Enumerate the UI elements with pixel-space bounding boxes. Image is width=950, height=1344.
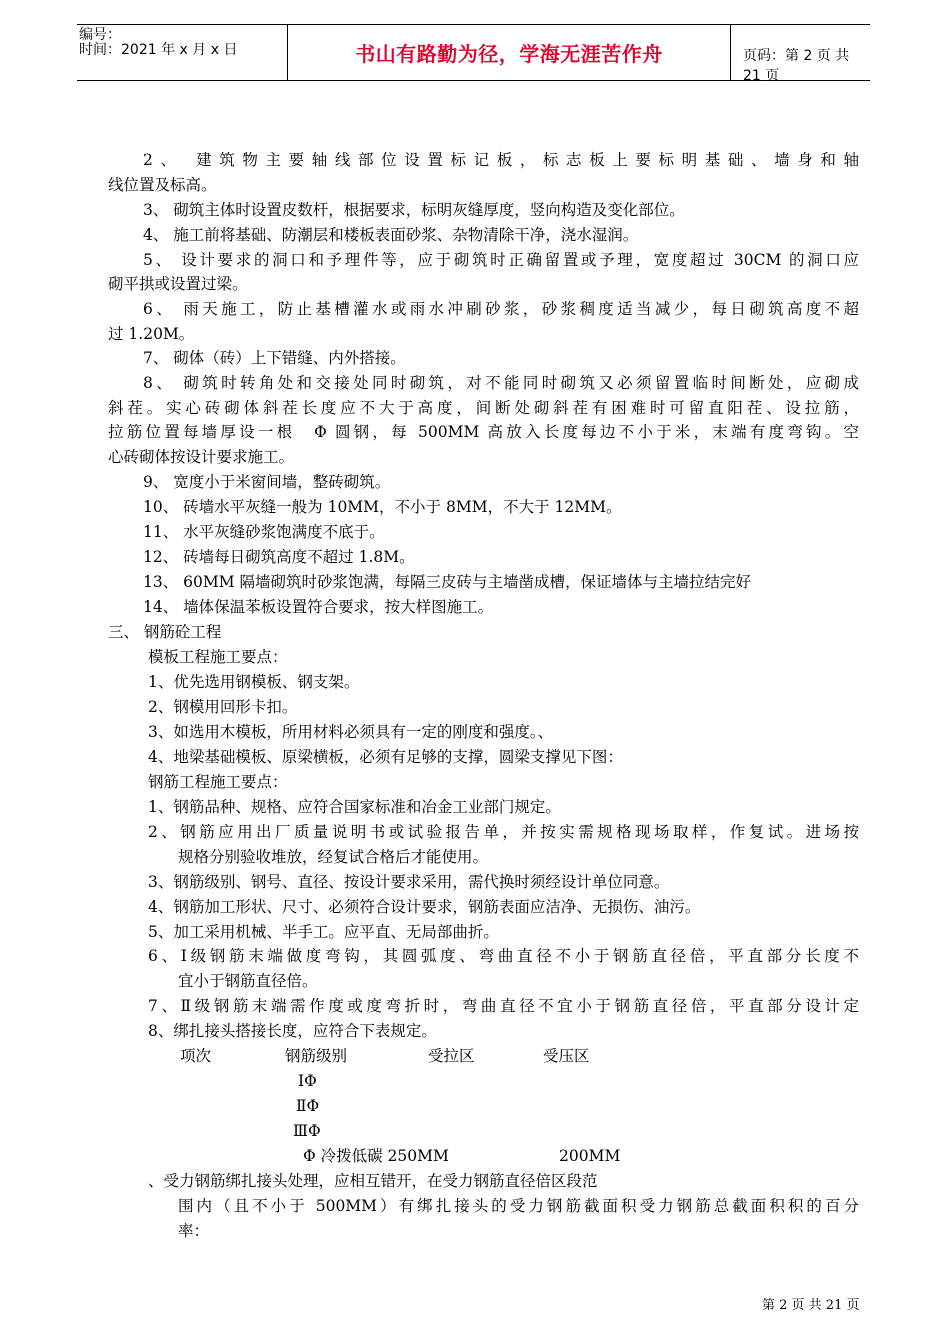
document-time-label: 时间：2021 年 x 月 x 日 xyxy=(79,42,238,58)
header-info-cell xyxy=(77,25,287,80)
body-line: 5、 设计要求的洞口和予理件等，应于砌筑时正确留置或予理，宽度超过 30CM 的洞口应 xyxy=(143,251,859,269)
body-line: 、受力钢筋绑扎接头处理，应相互错开，在受力钢筋直径倍区段范 xyxy=(148,1172,598,1190)
body-line: 5、加工采用机械、半手工。应平直、无局部曲折。 xyxy=(148,923,499,941)
table-row-compression: 200MM xyxy=(559,1147,621,1165)
body-line: 1、钢筋品种、规格、应符合国家标准和冶金工业部门规定。 xyxy=(148,798,561,816)
body-line: 2、钢模用回形卡扣。 xyxy=(148,698,298,716)
body-line: 1、优先选用钢模板、钢支架。 xyxy=(148,673,360,691)
body-line: 3、如选用木模板，所用材料必须具有一定的刚度和强度。、 xyxy=(148,723,554,741)
body-line: 围内（且不小于 500MM）有绑扎接头的受力钢筋截面积受力钢筋总截面积积的百分 xyxy=(178,1197,859,1215)
section-heading: 三、 钢筋砼工程 xyxy=(108,623,222,641)
body-line: 2、钢筋应用出厂质量说明书或试验报告单，并按实需规格现场取样，作复试。进场按 xyxy=(148,823,859,841)
header-page-cell xyxy=(731,25,870,84)
body-line: 宜小于钢筋直径倍。 xyxy=(178,972,318,990)
document-number-label: 编号： xyxy=(79,27,121,43)
body-line: 规格分别验收堆放，经复试合格后才能使用。 xyxy=(178,848,489,866)
body-line: 线位置及标高。 xyxy=(108,176,217,194)
body-line: 14、 墙体保温苯板设置符合要求，按大样图施工。 xyxy=(143,598,494,616)
body-line: 3、 砌筑主体时设置皮数杆，根据要求，标明灰缝厚度，竖向构造及变化部位。 xyxy=(143,201,685,219)
header-page-number: 页码：第 2 页 共 21 页 xyxy=(743,48,850,84)
page-footer: 第 2 页 共 21 页 xyxy=(762,1298,860,1313)
table-row-grade: ⅡΦ xyxy=(296,1097,320,1115)
body-line: 7、 砌体（砖）上下错缝、内外搭接。 xyxy=(143,349,406,367)
body-line: 3、钢筋级别、钢号、直径、按设计要求采用，需代换时须经设计单位同意。 xyxy=(148,873,670,891)
body-line: 斜茬。实心砖砌体斜茬长度应不大于高度，间断处砌斜茬有困难时可留直阳茬、设拉筋， xyxy=(108,399,859,417)
header-motto: 书山有路勤为径，学海无涯苦作舟 xyxy=(355,42,663,66)
table-header-compression: 受压区 xyxy=(543,1047,590,1065)
body-line: 心砖砌体按设计要求施工。 xyxy=(108,448,295,466)
header-motto-cell xyxy=(287,25,731,80)
body-line: 砌平拱或设置过梁。 xyxy=(108,275,248,293)
body-line: 率： xyxy=(178,1222,210,1240)
body-line: 4、 施工前将基础、防潮层和楼板表面砂浆、杂物清除干净，浇水湿润。 xyxy=(143,226,639,244)
page-header xyxy=(77,24,870,84)
table-row-grade: Φ 冷拨低碳 250MM xyxy=(303,1147,449,1165)
body-line: 8、 砌筑时转角处和交接处同时砌筑，对不能同时砌筑又必须留置临时间断处，应砌成 xyxy=(143,374,859,392)
table-header-tension: 受拉区 xyxy=(428,1047,475,1065)
body-line: 4、钢筋加工形状、尺寸、必须符合设计要求，钢筋表面应洁净、无损伤、油污。 xyxy=(148,898,701,916)
body-line: 8、绑扎接头搭接长度，应符合下表规定。 xyxy=(148,1022,437,1040)
body-line: 6、Ⅰ级钢筋末端做度弯钩，其圆弧度、弯曲直径不小于钢筋直径倍，平直部分长度不 xyxy=(148,947,859,965)
body-line: 拉筋位置每墙厚设一根 Φ 圆钢，每 500MM 高放入长度每边不小于米，末端有度弯钩。空 xyxy=(108,423,859,441)
table-row-grade: ⅠΦ xyxy=(298,1072,317,1090)
body-line: 6、 雨天施工，防止基槽灌水或雨水冲刷砂浆，砂浆稠度适当减少，每日砌筑高度不超 xyxy=(143,300,859,318)
table-row-grade: ⅢΦ xyxy=(293,1122,321,1140)
body-line: 10、 砖墙水平灰缝一般为 10MM，不小于 8MM，不大于 12MM。 xyxy=(143,498,622,516)
table-header-item: 项次 xyxy=(180,1047,212,1065)
body-line: 12、 砖墙每日砌筑高度不超过 1.8M。 xyxy=(143,548,415,566)
subsection-heading: 模板工程施工要点： xyxy=(148,648,288,666)
subsection-heading: 钢筋工程施工要点： xyxy=(148,773,288,791)
body-line: 2、 建筑物主要轴线部位设置标记板，标志板上要标明基础、墙身和轴 xyxy=(143,151,859,169)
table-header-grade: 钢筋级别 xyxy=(285,1047,348,1065)
body-line: 11、 水平灰缝砂浆饱满度不底于。 xyxy=(143,523,385,541)
body-line: 13、 60MM 隔墙砌筑时砂浆饱满，每隔三皮砖与主墙凿成槽，保证墙体与主墙拉结完好 xyxy=(143,573,752,591)
body-line: 过 1.20M。 xyxy=(108,325,195,343)
body-line: 7、Ⅱ级钢筋末端需作度或度弯折时，弯曲直径不宜小于钢筋直径倍，平直部分设计定 xyxy=(148,997,859,1015)
body-line: 4、地梁基础模板、原梁横板，必须有足够的支撑，圆梁支撑见下图： xyxy=(148,748,623,766)
body-line: 9、 宽度小于米窗间墙，整砖砌筑。 xyxy=(143,473,391,491)
